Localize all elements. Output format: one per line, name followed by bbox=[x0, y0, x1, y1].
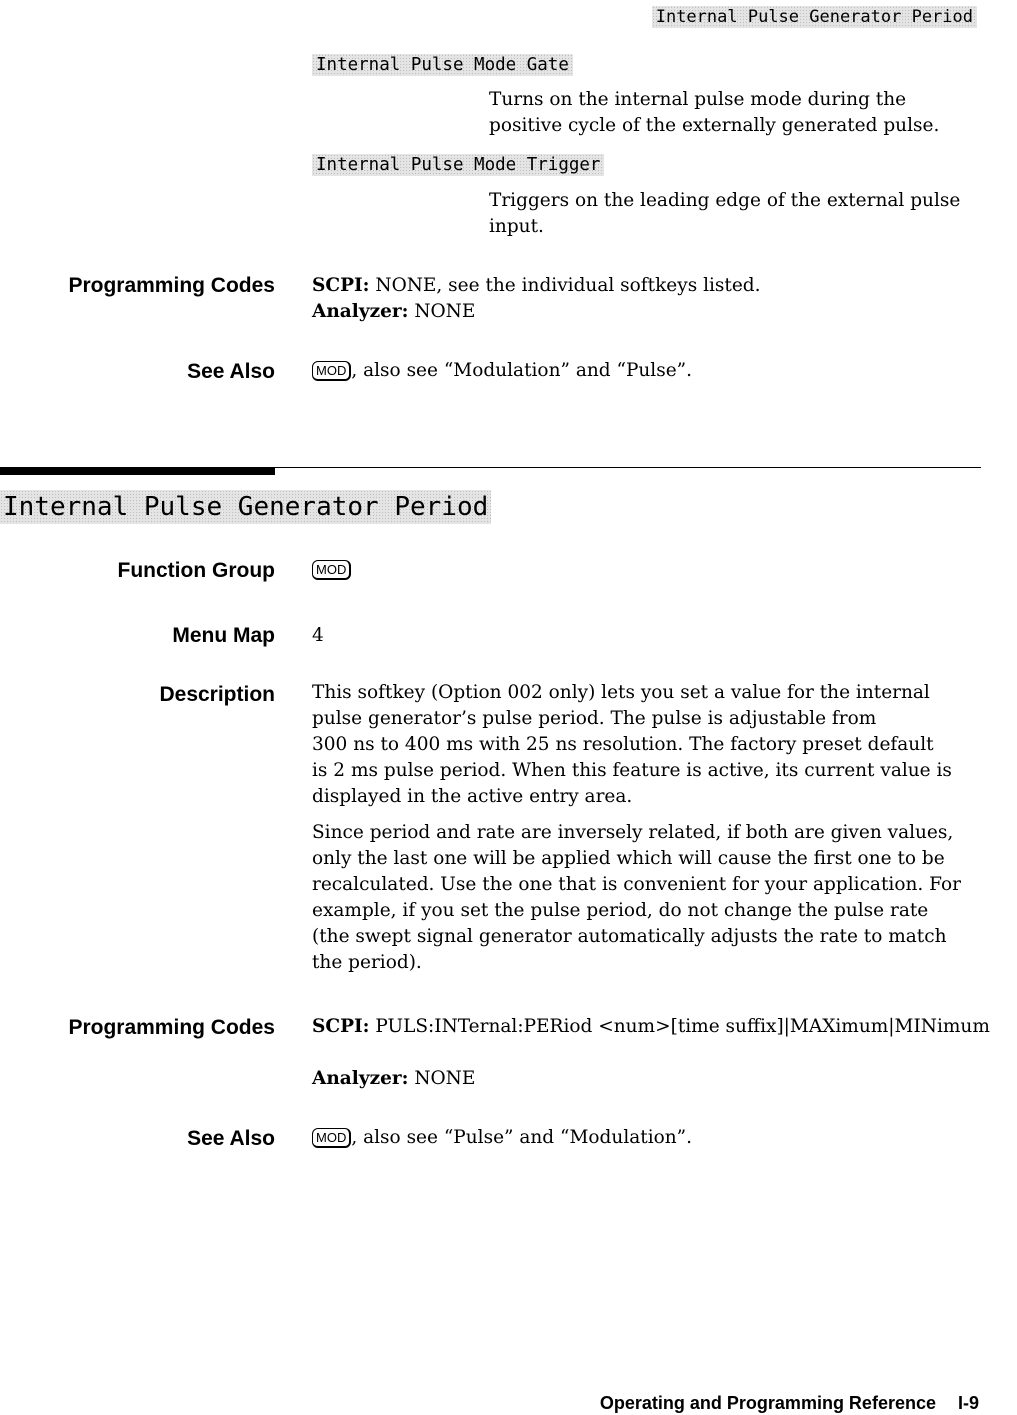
softkey-internal-pulse-mode-trigger: Internal Pulse Mode Trigger bbox=[312, 154, 604, 176]
prev-programming-codes: SCPI: NONE, see the individual softkeys listed. Analyzer: NONE bbox=[312, 275, 761, 322]
see-also-label: See Also bbox=[187, 1127, 275, 1150]
page-footer: Operating and Programming Reference I-9 bbox=[599, 1393, 979, 1413]
description-paragraph-1: This softkey (Option 002 only) lets you set a value for the internal pulse generator’s pulse period. The pulse is adjustable from 300 ns to 400 ms with 25 ns resolution. The factory preset default is 2 ms pulse period. When this feature is active, its current value is displayed in the active entry area. bbox=[312, 682, 952, 807]
gate-description: Turns on the internal pulse mode during the positive cycle of the externally generated pulse. bbox=[489, 89, 940, 136]
see-also: MOD , also see “Pulse” and “Modulation”. bbox=[312, 1125, 992, 1151]
section-rule-thick bbox=[0, 467, 275, 475]
menu-map-value: 4 bbox=[312, 625, 324, 646]
function-group-label: Function Group bbox=[117, 559, 275, 582]
prev-see-also: MOD , also see “Modulation” and “Pulse”. bbox=[312, 358, 992, 384]
programming-codes: SCPI: PULS:INTernal:PERiod <num>[time suffix]|MAXimum|MINimum Analyzer: NONE bbox=[312, 1016, 990, 1089]
section-title: Internal Pulse Generator Period bbox=[0, 490, 491, 524]
mod-key-icon: MOD bbox=[312, 1128, 351, 1148]
running-header: Internal Pulse Generator Period bbox=[652, 6, 977, 28]
mod-key-icon: MOD bbox=[312, 560, 351, 580]
function-group-value bbox=[312, 557, 992, 583]
page-number: I-9 bbox=[957, 1393, 979, 1413]
description-body bbox=[312, 680, 992, 986]
trigger-description: Triggers on the leading edge of the external pulse input. bbox=[489, 190, 961, 237]
scpi-command: PULS:INTernal:PERiod <num>[time suffix]|MAXimum|MINimum bbox=[375, 1016, 990, 1037]
description-paragraph-2: Since period and rate are inversely related, if both are given values, only the last one will be applied which will cause the first one to be recalculated. Use the one that is convenient for your application. For example, if you set the pulse period, do not change the pulse rate (the swept signal generator automatically adjusts the rate to match the period). bbox=[312, 822, 961, 973]
see-also-label: See Also bbox=[187, 360, 275, 383]
programming-codes-label: Programming Codes bbox=[68, 1016, 275, 1039]
programming-codes-label: Programming Codes bbox=[68, 274, 275, 297]
softkey-internal-pulse-mode-gate: Internal Pulse Mode Gate bbox=[312, 54, 573, 76]
mod-key-icon: MOD bbox=[312, 361, 351, 381]
menu-map-label: Menu Map bbox=[172, 624, 275, 647]
description-label: Description bbox=[159, 683, 275, 706]
